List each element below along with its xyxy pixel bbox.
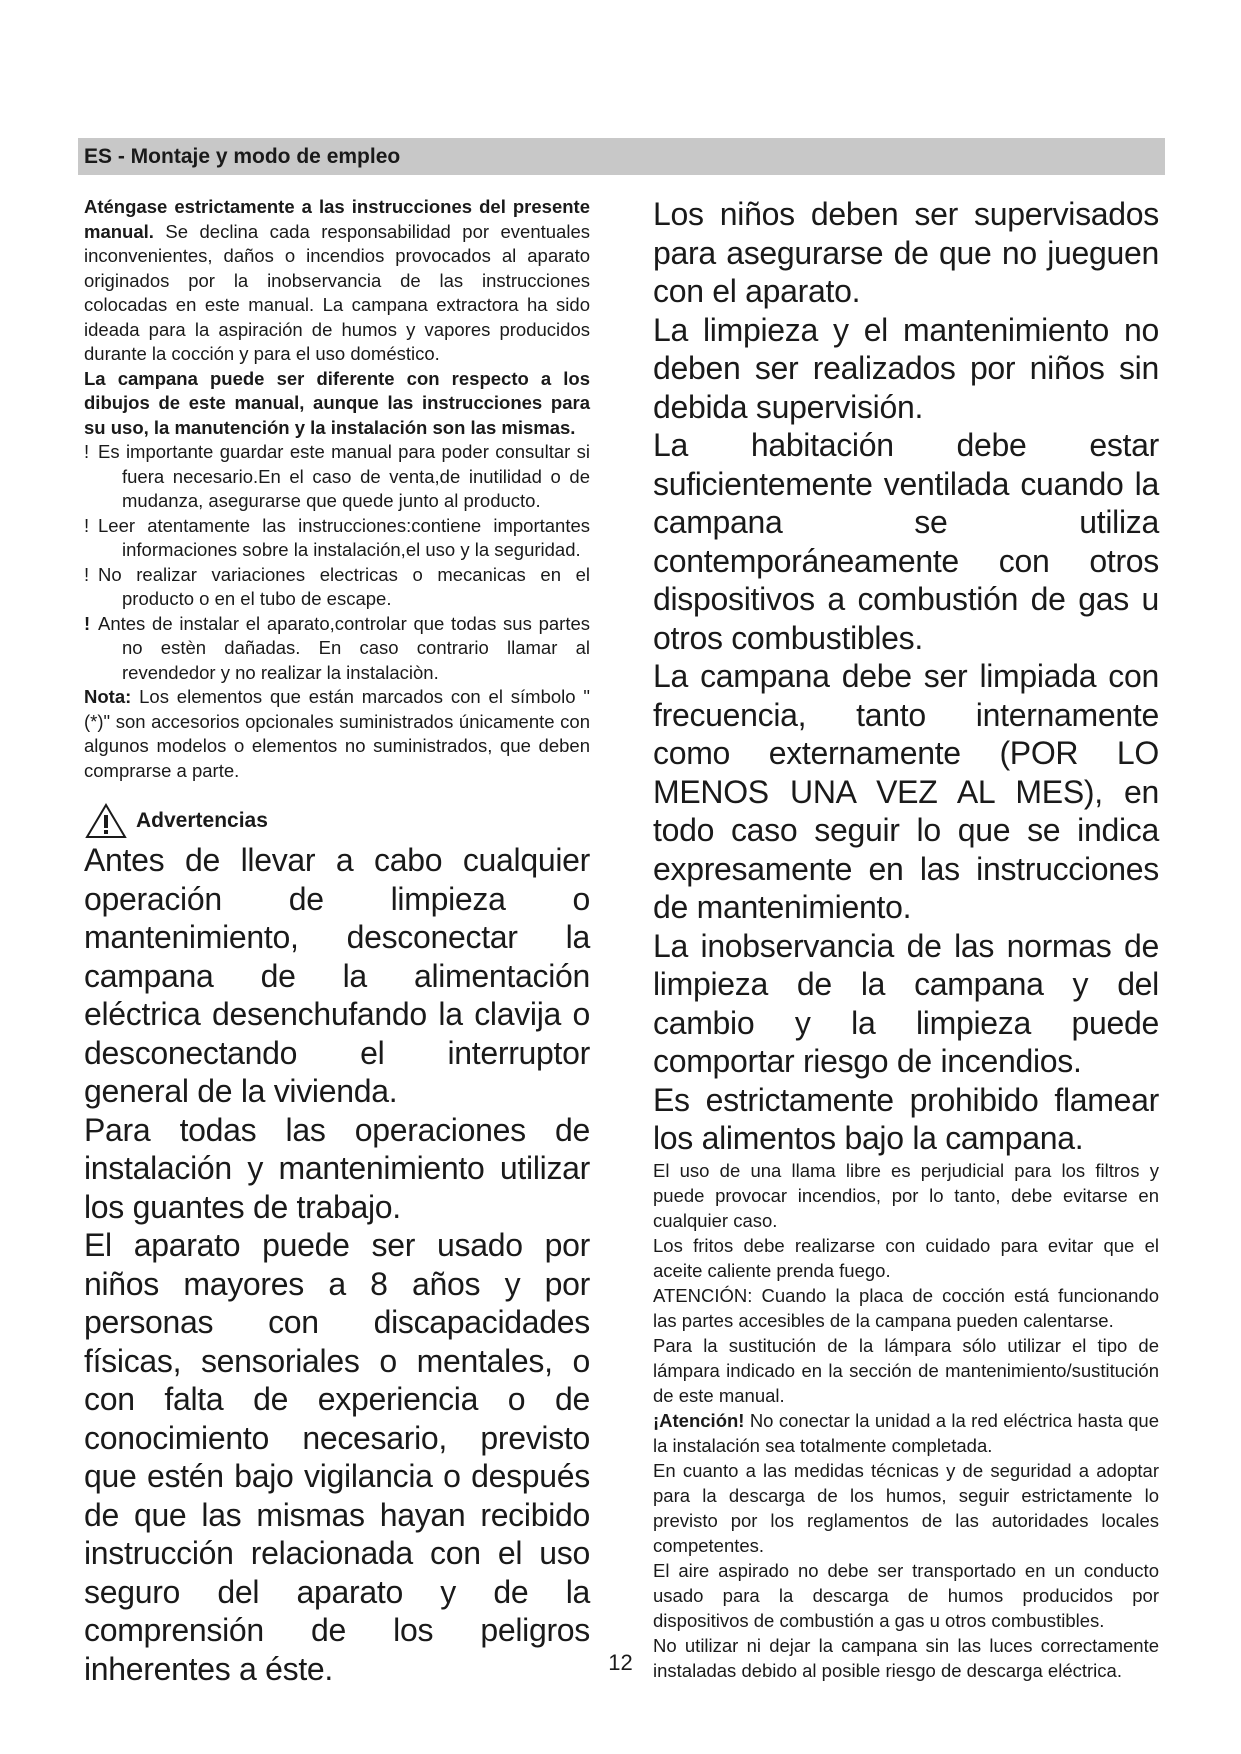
warning-paragraph: El aparato puede ser usado por niños mayores a 8 años y por personas con discapacidades físicas, sensoriales o mentales, o con falta de experiencia o de conocimiento necesario, previsto que estén bajo vigilancia o después de que las mismas hayan recibido instrucción relacionada con el uso seguro del aparato y de la comprensión de los peligros inherentes a éste. xyxy=(84,1227,590,1687)
intro-rest: Se declina cada responsabilidad por eventuales inconvenientes, daños o incendios provocados al aparato originados por la inobservancia de las instrucciones colocadas en este manual. La campana extractora ha sido ideada para la aspiración de humos y vapores producidos durante la cocción y para el uso doméstico. xyxy=(84,220,590,364)
warning-paragraph: Los niños deben ser supervisados para asegurarse de que no jueguen con el aparato. xyxy=(653,196,1159,309)
left-column xyxy=(84,195,590,1688)
bullet-item: ! Antes de instalar el aparato,controlar que todas sus partes no estèn dañadas. En caso contrario llamar al revendedor y no realizar la instalaciòn. xyxy=(84,612,590,683)
bold-paragraph: La campana puede ser diferente con respecto a los dibujos de este manual, aunque las instrucciones para su uso, la manutención y la instalación son las mismas. xyxy=(84,367,590,438)
page-number: 12 xyxy=(608,1650,633,1675)
intro-paragraph xyxy=(84,195,590,367)
info-paragraph: No utilizar ni dejar la campana sin las luces correctamente instaladas debido al posible riesgo de descarga eléctrica. xyxy=(653,1634,1159,1681)
section-header: ES - Montaje y modo de empleo xyxy=(78,138,1165,175)
nota-text: Los elementos que están marcados con el símbolo "(*)" son accesorios opcionales suministrados únicamente con algunos modelos o elementos no suministrados, que deben comprarse a parte. xyxy=(84,686,590,781)
info-paragraph: El aire aspirado no debe ser transportado en un conducto usado para la descarga de humos producidos por dispositivos de combustión a gas u otros combustibles. xyxy=(653,1559,1159,1631)
atencion-label: ¡Atención! xyxy=(653,1409,745,1431)
right-column xyxy=(653,195,1159,1683)
warning-triangle-icon xyxy=(84,802,128,840)
warning-paragraph: Es estrictamente prohibido flamear los alimentos bajo la campana. xyxy=(653,1081,1159,1156)
info-paragraph: En cuanto a las medidas técnicas y de seguridad a adoptar para la descarga de los humos, seguir estrictamente lo previsto por los reglamentos de las autoridades locales competentes. xyxy=(653,1459,1159,1556)
nota-paragraph xyxy=(84,685,590,783)
warning-paragraph: Antes de llevar a cabo cualquier operación de limpieza o mantenimiento, desconectar la campana de la alimentación eléctrica desenchufando la clavija o desconectando el interruptor general de la vivienda. xyxy=(84,842,590,1109)
warning-paragraph: La limpieza y el mantenimiento no deben ser realizados por niños sin debida supervisión. xyxy=(653,311,1159,425)
warning-paragraph: Para todas las operaciones de instalación y mantenimiento utilizar los guantes de trabajo. xyxy=(84,1111,590,1225)
bullet-item: ! No realizar variaciones electricas o mecanicas en el producto o en el tubo de escape. xyxy=(84,563,590,609)
atencion-paragraph xyxy=(653,1408,1159,1458)
warning-paragraph: La habitación debe estar suficientemente ventilada cuando la campana se utiliza contemporáneamente con otros dispositivos a combustión de gas u otros combustibles. xyxy=(653,427,1159,656)
warnings-heading xyxy=(84,801,590,841)
warning-paragraph: La campana debe ser limpiada con frecuencia, tanto internamente como externamente (POR LO MENOS UNA VEZ AL MES), en todo caso seguir lo que se indica expresamente en las instrucciones de mantenimiento. xyxy=(653,658,1159,925)
info-paragraph: Los fritos debe realizarse con cuidado para evitar que el aceite caliente prenda fuego. xyxy=(653,1234,1159,1281)
info-paragraph: El uso de una llama libre es perjudicial para los filtros y puede provocar incendios, por lo tanto, debe evitarse en cualquier caso. xyxy=(653,1159,1159,1231)
warning-paragraph: La inobservancia de las normas de limpieza de la campana y del cambio y la limpieza puede comportar riesgo de incendios. xyxy=(653,927,1159,1079)
nota-label: Nota: xyxy=(84,686,132,707)
atencion-text: No conectar la unidad a la red eléctrica hasta que la instalación sea totalmente completada. xyxy=(653,1409,1159,1456)
info-paragraph: Para la sustitución de la lámpara sólo utilizar el tipo de lámpara indicado en la sección de mantenimiento/sustitución de este manual. xyxy=(653,1334,1159,1406)
info-paragraph: ATENCIÓN: Cuando la placa de cocción está funcionando las partes accesibles de la campana pueden calentarse. xyxy=(653,1284,1159,1331)
warnings-title: Advertencias xyxy=(136,809,268,832)
bullet-item: ! Es importante guardar este manual para poder consultar si fuera necesario.En el caso de venta,de inutilidad o de mudanza, asegurarse que quede junto al producto. xyxy=(84,441,590,511)
bullet-item: ! Leer atentamente las instrucciones:contiene importantes informaciones sobre la instalación,el uso y la seguridad. xyxy=(84,514,590,560)
intro-bold: Aténgase estrictamente a las instrucciones del presente manual. xyxy=(84,196,590,242)
